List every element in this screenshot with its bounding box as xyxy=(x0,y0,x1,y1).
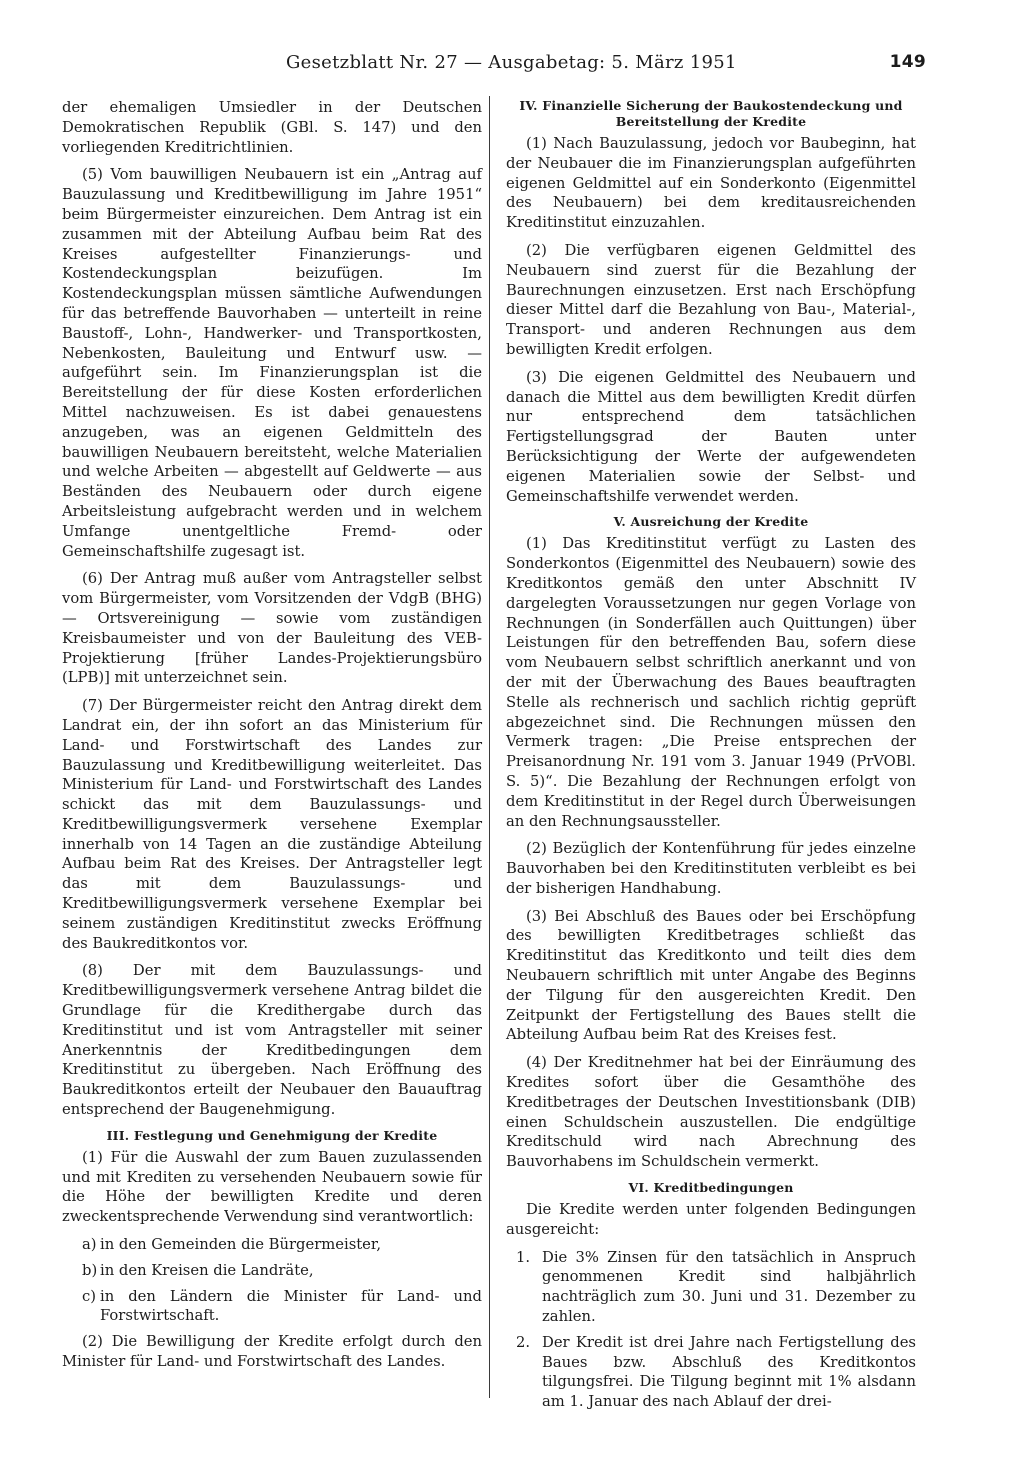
section-heading: VI. Kreditbedingungen xyxy=(628,1180,794,1196)
list-item xyxy=(62,1235,482,1255)
list-text: in den Kreisen die Landräte, xyxy=(100,1261,314,1279)
section-heading-line: IV. Finanzielle Sicherung der Baukostendeckung und xyxy=(519,98,903,113)
paragraph: (8) Der mit dem Bauzulassungs- und Kreditbewilligungsvermerk versehene Antrag bildet die Grundlage für die Kredithergabe durch das Kreditinstitut und ist vom Antragsteller mit seiner Anerkenntnis der Kreditbedingungen dem Kreditinstitut zu übergeben. Nach Eröffnung des Baukreditkontos erteilt der Neubauer den Bauauftrag entsprechend der Baugenehmigung. xyxy=(62,962,482,1119)
paragraph: der ehemaligen Umsiedler in der Deutschen Demokratischen Republik (GBl. S. 147) und den vorliegenden Kreditrichtlinien. xyxy=(62,99,482,156)
right-column xyxy=(506,98,916,1418)
paragraph: (5) Vom bauwilligen Neubauern ist ein „Antrag auf Bauzulassung und Kreditbewilligung im Jahre 1951“ beim Bürgermeister einzureichen. Dem Antrag ist ein zusammen mit der Abteilung Aufbau beim Rat des Kreises aufgestellter Finanzierungs- und Kostendeckungsplan beizufügen. Im Kostendeckungsplan müssen sämtliche Aufwendungen für das betreffende Bauvorhaben — unterteilt in reine Baustoff-, Lohn-, Handwerker- und Transportkosten, Nebenkosten, Bauleitung und Entwurf usw. — aufgeführt sein. Im Finanzierungsplan ist die Bereitstellung der für diese Kosten erforderlichen Mittel nachzuweisen. Es ist dabei genauestens anzugeben, was an eigenen Geldmitteln des bauwilligen Neubauern bereitsteht, welche Materialien und welche Arbeiten — abgestellt auf Geldwerte — aus Beständen des Neubauern oder durch eigene Arbeitsleistung aufgebracht werden und in welchem Umfange unentgeltliche Fremd- oder Gemeinschaftshilfe zugesagt ist. xyxy=(62,166,482,560)
paragraph: Die Kredite werden unter folgenden Bedingungen ausgereicht: xyxy=(506,1201,916,1238)
list-item xyxy=(506,1333,916,1412)
paragraph: (1) Nach Bauzulassung, jedoch vor Baubeginn, hat der Neubauer die im Finanzierungsplan aufgeführten eigenen Geldmittel auf ein Sonderkonto (Eigenmittel des Neubauern) bei dem kreditausreichenden Kreditinstitut einzuzahlen. xyxy=(506,135,916,232)
list-text: in den Gemeinden die Bürgermeister, xyxy=(100,1236,382,1254)
paragraph: (6) Der Antrag muß außer vom Antragsteller selbst vom Bürgermeister, vom Vorsitzenden der VdgB (BHG) — Ortsvereinigung — sowie vom zuständigen Kreisbaumeister und von der Bauleitung des VEB-Projektierung [früher Landes-Projektierungsbüro (LPB)] mit unterzeichnet sein. xyxy=(62,570,482,687)
list-label: 1. xyxy=(516,1248,531,1266)
column-divider xyxy=(489,96,490,1398)
paragraph: (7) Der Bürgermeister reicht den Antrag direkt dem Landrat ein, der ihn sofort an das Ministerium für Land- und Forstwirtschaft des Landes zur Bauzulassung und Kreditbewilligung weiterleitet. Das Ministerium für Land- und Forstwirtschaft des Landes schickt das mit dem Bauzulassungs- und Kreditbewilligungsvermerk versehene Exemplar innerhalb von 14 Tagen an die zuständige Abteilung Aufbau beim Rat des Kreises. Der Antragsteller legt das mit dem Bauzulassungs- und Kreditbewilligungsvermerk versehene Exemplar bei seinem zuständigen Kreditinstitut zwecks Eröffnung des Baukreditkontos vor. xyxy=(62,697,482,952)
page-number: 149 xyxy=(889,52,926,72)
header-title: Gesetzblatt Nr. 27 — Ausgabetag: 5. März 1951 xyxy=(286,52,737,73)
paragraph: (3) Bei Abschluß des Baues oder bei Erschöpfung des bewilligten Kreditbetrages schließt das Kreditinstitut das Kreditkonto und teilt dies dem Neubauern schriftlich mit unter Angabe des Beginns der Tilgung für den ausgereichten Kredit. Den Zeitpunkt der Fertigstellung des Baues stellt die Abteilung Aufbau beim Rat des Kreises fest. xyxy=(506,907,916,1044)
paragraph: (1) Für die Auswahl der zum Bauen zuzulassenden und mit Krediten zu versehenden Neubauern sowie für die Höhe der bewilligten Kredite und deren zweckentsprechende Verwendung sind verantwortlich: xyxy=(62,1148,482,1226)
paragraph: (2) Die Bewilligung der Kredite erfolgt durch den Minister für Land- und Forstwirtschaft des Landes. xyxy=(62,1333,482,1371)
left-column xyxy=(62,98,482,1380)
section-heading xyxy=(506,98,916,130)
section-heading: V. Ausreichung der Kredite xyxy=(613,514,809,530)
list-item xyxy=(62,1287,482,1327)
list-label: a) xyxy=(82,1236,97,1254)
page-header xyxy=(286,50,926,80)
list-text: Die 3% Zinsen für den tatsächlich in Anspruch genommenen Kredit sind halbjährlich nachträglich zum 30. Juni und 31. Dezember zu zahlen. xyxy=(542,1248,916,1326)
paragraph: (4) Der Kreditnehmer hat bei der Einräumung des Kredites sofort über die Gesamthöhe des Kreditbetrages der Deutschen Investitionsbank (DIB) einen Schuldschein auszustellen. Die endgültige Kreditschuld wird nach Abrechnung des Bauvorhabens im Schuldschein vermerkt. xyxy=(506,1054,916,1171)
list-label: 2. xyxy=(516,1333,531,1351)
section-heading: III. Festlegung und Genehmigung der Kredite xyxy=(106,1127,438,1143)
list-label: c) xyxy=(82,1287,97,1305)
paragraph: (2) Die verfügbaren eigenen Geldmittel des Neubauern sind zuerst für die Bezahlung der Baurechnungen einzusetzen. Erst nach Erschöpfung dieser Mittel darf die Bezahlung von Bau-, Material-, Transport- und anderen Rechnungen aus dem bewilligten Kredit erfolgen. xyxy=(506,241,916,358)
list-item xyxy=(506,1248,916,1327)
list-text: Der Kredit ist drei Jahre nach Fertigstellung des Baues bzw. Abschluß des Kreditkontos tilgungsfrei. Die Tilgung beginnt mit 1% alsdann am 1. Januar des nach Ablauf der drei- xyxy=(542,1333,916,1411)
section-heading-line: Bereitstellung der Kredite xyxy=(615,114,807,129)
list-text: in den Ländern die Minister für Land- und Forstwirtschaft. xyxy=(100,1287,482,1325)
paragraph: (1) Das Kreditinstitut verfügt zu Lasten des Sonderkontos (Eigenmittel des Neubauern) sowie des Kreditkontos gemäß den unter Abschnitt IV dargelegten Voraussetzungen nur gegen Vorlage von Rechnungen (in Sonderfällen auch Quittungen) über Leistungen für den betreffenden Bau, sofern diese vom Neubauern selbst schriftlich anerkannt und von der mit der Überwachung des Baues beauftragten Stelle als rechnerisch und sachlich richtig geprüft abgezeichnet sind. Die Rechnungen müssen den Vermerk tragen: „Die Preise entsprechen der Preisanordnung Nr. 191 vom 3. Januar 1949 (PrVOBl. S. 5)“. Die Bezahlung der Rechnungen erfolgt von dem Kreditinstitut in der Regel durch Überweisungen an den Rechnungsaussteller. xyxy=(506,535,916,830)
paragraph: (2) Bezüglich der Kontenführung für jedes einzelne Bauvorhaben bei den Kreditinstituten verbleibt es bei der bisherigen Handhabung. xyxy=(506,840,916,897)
list-label: b) xyxy=(82,1261,98,1279)
list-item xyxy=(62,1261,482,1281)
paragraph: (3) Die eigenen Geldmittel des Neubauern und danach die Mittel aus dem bewilligten Kredit dürfen nur entsprechend dem tatsächlichen Fertigstellungsgrad der Bauten unter Berücksichtigung der Werte der aufgewendeten eigenen Materialien sowie der Selbst- und Gemeinschaftshilfe verwendet werden. xyxy=(506,368,916,505)
